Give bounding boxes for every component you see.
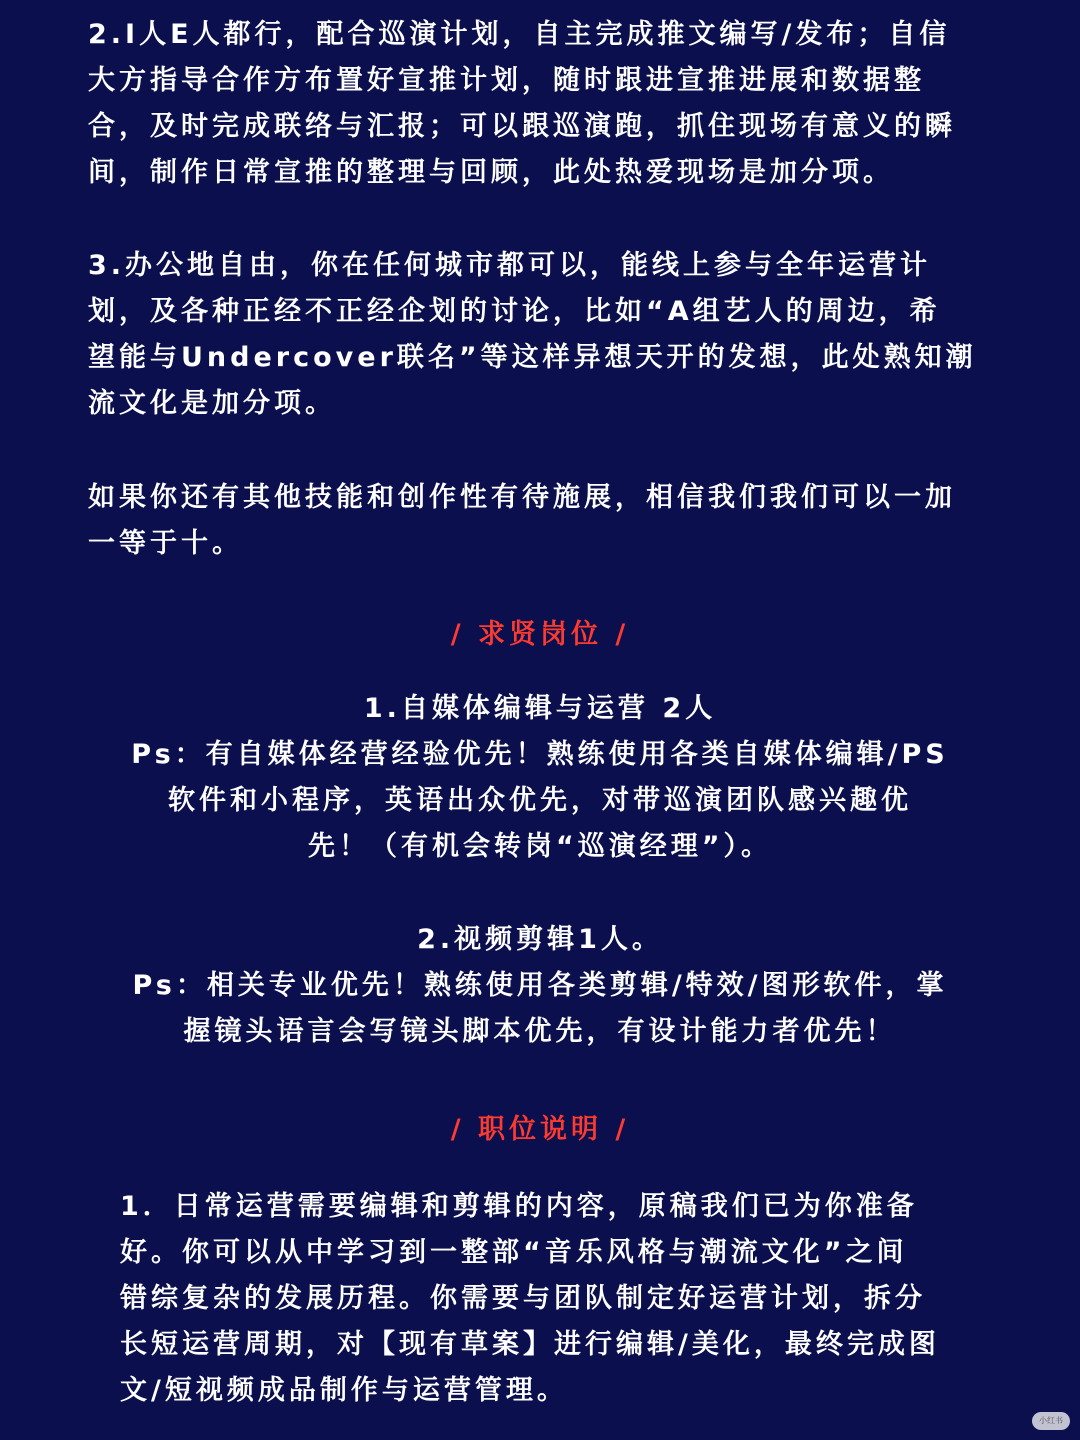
job-desc-line: Ps：有自媒体经营经验优先！熟练使用各类自媒体编辑/PS — [131, 739, 949, 770]
text-line: 好。你可以从中学习到一整部“音乐风格与潮流文化”之间 — [120, 1237, 908, 1268]
watermark-logo: 小红书 — [1032, 1412, 1070, 1430]
text-line: 流文化是加分项。 — [88, 388, 336, 419]
job-desc-line: 先！（有机会转岗“巡演经理”）。 — [308, 831, 772, 862]
duties-heading: / 职位说明 / — [450, 1114, 630, 1145]
positions-heading: / 求贤岗位 / — [450, 619, 630, 650]
text-line: 划，及各种正经不正经企划的讨论，比如“A组艺人的周边，希 — [88, 296, 941, 327]
duties-item-1 — [120, 1184, 970, 1414]
text-line: 2.I人E人都行，配合巡演计划，自主完成推文编写/发布；自信 — [88, 19, 951, 50]
text-line: 一等于十。 — [88, 528, 243, 559]
job-desc-line: 握镜头语言会写镜头脚本优先，有设计能力者优先！ — [183, 1016, 897, 1047]
text-line: 文/短视频成品制作与运营管理。 — [120, 1375, 568, 1406]
text-line: 长短运营周期，对【现有草案】进行编辑/美化，最终完成图 — [120, 1329, 940, 1360]
text-line: 如果你还有其他技能和创作性有待施展，相信我们我们可以一加 — [88, 482, 956, 513]
intro-paragraph-4 — [88, 475, 998, 567]
job-title: 2.视频剪辑1人。 — [417, 924, 663, 955]
text-line: 合，及时完成联络与汇报；可以跟巡演跑，抓住现场有意义的瞬 — [88, 111, 956, 142]
job-desc-line: 软件和小程序，英语出众优先，对带巡演团队感兴趣优 — [168, 785, 912, 816]
intro-paragraph-3 — [88, 243, 998, 427]
text-line: 1．日常运营需要编辑和剪辑的内容，原稿我们已为你准备 — [120, 1191, 918, 1222]
text-line: 望能与Undercover联名”等这样异想天开的发想，此处熟知潮 — [88, 342, 977, 373]
text-line: 3.办公地自由，你在任何城市都可以，能线上参与全年运营计 — [88, 250, 932, 281]
job-2 — [60, 917, 1020, 1055]
job-desc-line: Ps：相关专业优先！熟练使用各类剪辑/特效/图形软件，掌 — [132, 970, 948, 1001]
job-1 — [60, 686, 1020, 870]
text-line: 间，制作日常宣推的整理与回顾，此处热爱现场是加分项。 — [88, 157, 894, 188]
text-line: 大方指导合作方布置好宣推计划，随时跟进宣推进展和数据整 — [88, 65, 925, 96]
text-line: 错综复杂的发展历程。你需要与团队制定好运营计划，拆分 — [120, 1283, 926, 1314]
job-title: 1.自媒体编辑与运营 2人 — [363, 693, 717, 724]
intro-paragraph-2 — [88, 12, 998, 196]
